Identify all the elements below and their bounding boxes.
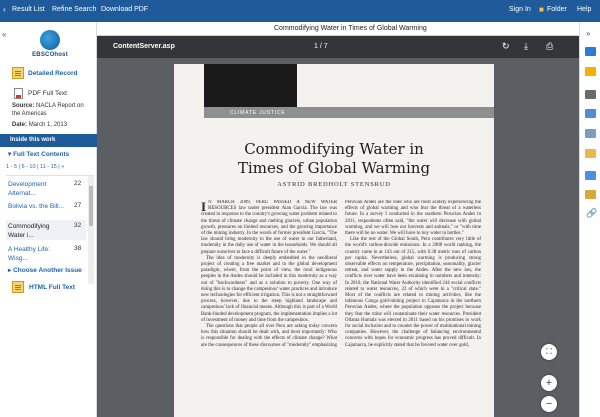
download-pdf-link[interactable]: Download PDF bbox=[101, 6, 149, 13]
top-navigation-bar bbox=[0, 0, 600, 22]
pdf-full-text-label[interactable]: PDF Full Text bbox=[28, 90, 67, 97]
folder-icon: ■ bbox=[539, 5, 544, 14]
refine-search-link[interactable]: Refine Search bbox=[52, 6, 97, 13]
export-icon[interactable] bbox=[585, 171, 596, 180]
viewer-title: Commodifying Water in Times of Global Warming bbox=[274, 25, 427, 32]
date-meta: Date: March 1, 2013 bbox=[12, 122, 68, 128]
scrollbar-thumb[interactable] bbox=[89, 186, 93, 226]
download-icon[interactable]: ⤓ bbox=[524, 41, 528, 51]
collapse-sidebar-icon[interactable]: « bbox=[2, 30, 7, 39]
permalink-icon[interactable]: 🔗 bbox=[586, 208, 598, 218]
zoom-out-button[interactable]: − bbox=[541, 396, 557, 412]
chevron-left-icon[interactable]: ‹ bbox=[3, 5, 6, 14]
save-icon[interactable] bbox=[585, 129, 596, 138]
ebsco-logo: EBSCOhost bbox=[30, 30, 70, 64]
page-indicator: 1 / 7 bbox=[314, 43, 328, 50]
email-icon[interactable] bbox=[585, 109, 596, 118]
drop-cap: I bbox=[201, 200, 207, 214]
header-image bbox=[204, 64, 297, 107]
inside-this-work-header: Inside this work bbox=[0, 134, 97, 147]
sign-in-link[interactable]: Sign In bbox=[509, 6, 531, 13]
article-title: Commodifying Water in Times of Global Warming bbox=[237, 140, 431, 177]
choose-another-issue-link[interactable]: ▸ Choose Another Issue bbox=[8, 267, 82, 274]
source-meta: Source: NACLA Report on the Americas bbox=[12, 103, 84, 117]
fit-page-icon[interactable]: ⛶ bbox=[541, 344, 557, 360]
toc-item[interactable]: A Healthy Life: Wisg... 38 bbox=[8, 245, 82, 262]
toc-item-current[interactable]: Commodifying Water i... 32 bbox=[6, 220, 86, 240]
article-author: ASTRID BREDHOLT STENSRUD bbox=[277, 181, 391, 188]
viewer-title-bar bbox=[97, 22, 579, 36]
collapse-tools-icon[interactable]: » bbox=[586, 29, 591, 38]
file-name: ContentServer.asp bbox=[113, 43, 175, 50]
zoom-in-button[interactable]: + bbox=[541, 375, 557, 391]
full-text-contents-toggle[interactable]: ▾ Full Text Contents bbox=[8, 151, 70, 158]
pdf-page bbox=[174, 64, 494, 417]
left-sidebar bbox=[0, 22, 97, 417]
create-note-icon[interactable] bbox=[585, 190, 596, 199]
add-to-folder-icon[interactable] bbox=[585, 67, 596, 76]
html-full-text-link[interactable]: HTML Full Text bbox=[29, 284, 75, 291]
folder-link[interactable]: Folder bbox=[547, 6, 567, 13]
viewer-toolbar bbox=[97, 36, 579, 58]
cite-icon[interactable] bbox=[585, 149, 596, 158]
caret-right-icon: ▸ bbox=[8, 267, 12, 274]
toc-item[interactable]: Development Alternat... 22 bbox=[8, 180, 82, 197]
html-full-text-icon bbox=[12, 281, 24, 293]
article-column-left: I N MARCH 2009, PERU PASSED A NEW WATER RESOURCES law under president Alan García. The law was created in response to the country's growing water problem related to the threat of climate change and melting glaciers, urban population growth, pressures on limited resources, and the growing importance of the mining industry. In the words of former president García, "The law should bring modernity to the use of water in our fatherland, modernity in the daily use of water in the households. We should all prepare ourselves to face a difficult future of the water." The idea of modernity is deeply embedded in the neoliberal project of creating a free market and in the global development paradigm, where, from the point of view, the rural indigenous peoples in the Andes should be included in this modernity as a way out of "backwardness" and as a solution to poverty. One way of doing this is to change the campesinos' water practices and introduce new technologies for efficient irrigation. This is not a straightforward process, however, due to the steep highland landscape and campesinos' lack of financial means. Although this is part of a World Bank-funded development program, the implementation implies a lot of investment of money and time from the campesinos. The questions that people all over Peru are asking today concern how this situation should be dealt with, and most importantly: Who is responsible for dealing with the effects of climate change? What are the consequences of these discourses of "modernity" emphasizing bbox=[201, 200, 337, 348]
result-list-link[interactable]: Result List bbox=[12, 6, 45, 13]
pdf-viewer bbox=[97, 22, 579, 417]
toc-scrollbar[interactable] bbox=[88, 176, 94, 284]
caret-down-icon: ▾ bbox=[8, 151, 12, 158]
detailed-record-link[interactable]: Detailed Record bbox=[28, 70, 78, 77]
toc-pager[interactable]: 1 - 5 | 6 - 10 | 11 - 15 | » bbox=[6, 164, 65, 170]
google-drive-icon[interactable] bbox=[585, 47, 596, 56]
rotate-icon[interactable]: ↻ bbox=[502, 41, 510, 51]
right-tools-bar bbox=[579, 22, 600, 417]
next-page-link[interactable]: » bbox=[61, 164, 65, 170]
help-link[interactable]: Help bbox=[577, 6, 592, 13]
detailed-record-icon bbox=[12, 67, 24, 79]
toc-item[interactable]: Bolivia vs. the Bill... 27 bbox=[8, 202, 82, 210]
print-icon[interactable]: ⎙ bbox=[546, 41, 554, 51]
ebsco-globe-icon bbox=[40, 30, 60, 50]
section-label: CLIMATE JUSTICE bbox=[230, 110, 286, 116]
print-tool-icon[interactable] bbox=[585, 90, 596, 99]
article-column-right: Peruvian Andes are the ones who are most acutely experiencing the effects of global warming and who fear the threat of a waterless future. In a survey I conducted in the southern Peruvian Andes in 2011, respondents often said, "the water will decrease with global warming, and we will lose our harvests and animals," or "with time there will be no water. We will have to buy water in bottles." Like the rest of the Global South, Peru contributes very little of the world's carbon-dioxide emissions. In a 2008 world ranking, the country came in at 143 out of 215, with 0.38 metric tons of carbon per capita. Nevertheless, global warming is producing strong observable effects on temperature, precipitation, seasonality, glacier retreat, and water supply in the Andes. After the new law, the conflicts over water have been escalating in numbers and intensity: In 2010, the National Water Authority identified 244 social conflicts related to water resources, 22 of which were in a "critical state." Most of the conflicts are related to mining activities, like the infamous Conga gold-mining project in Cajamarca in the northern Peruvian Andes, where the population opposes the project because they fear the mine will contaminate their water resources. President Ollanta Humala was elected in 2011 based on his promises to work for social inclusion and to counter the power of multinational mining companies. However, the challenge of balancing environmental concerns with hopes for economic progress has proved difficult. In Cajamarca, he explicitly stated that he favored water over gold, bbox=[345, 200, 481, 348]
pdf-icon bbox=[14, 88, 23, 99]
